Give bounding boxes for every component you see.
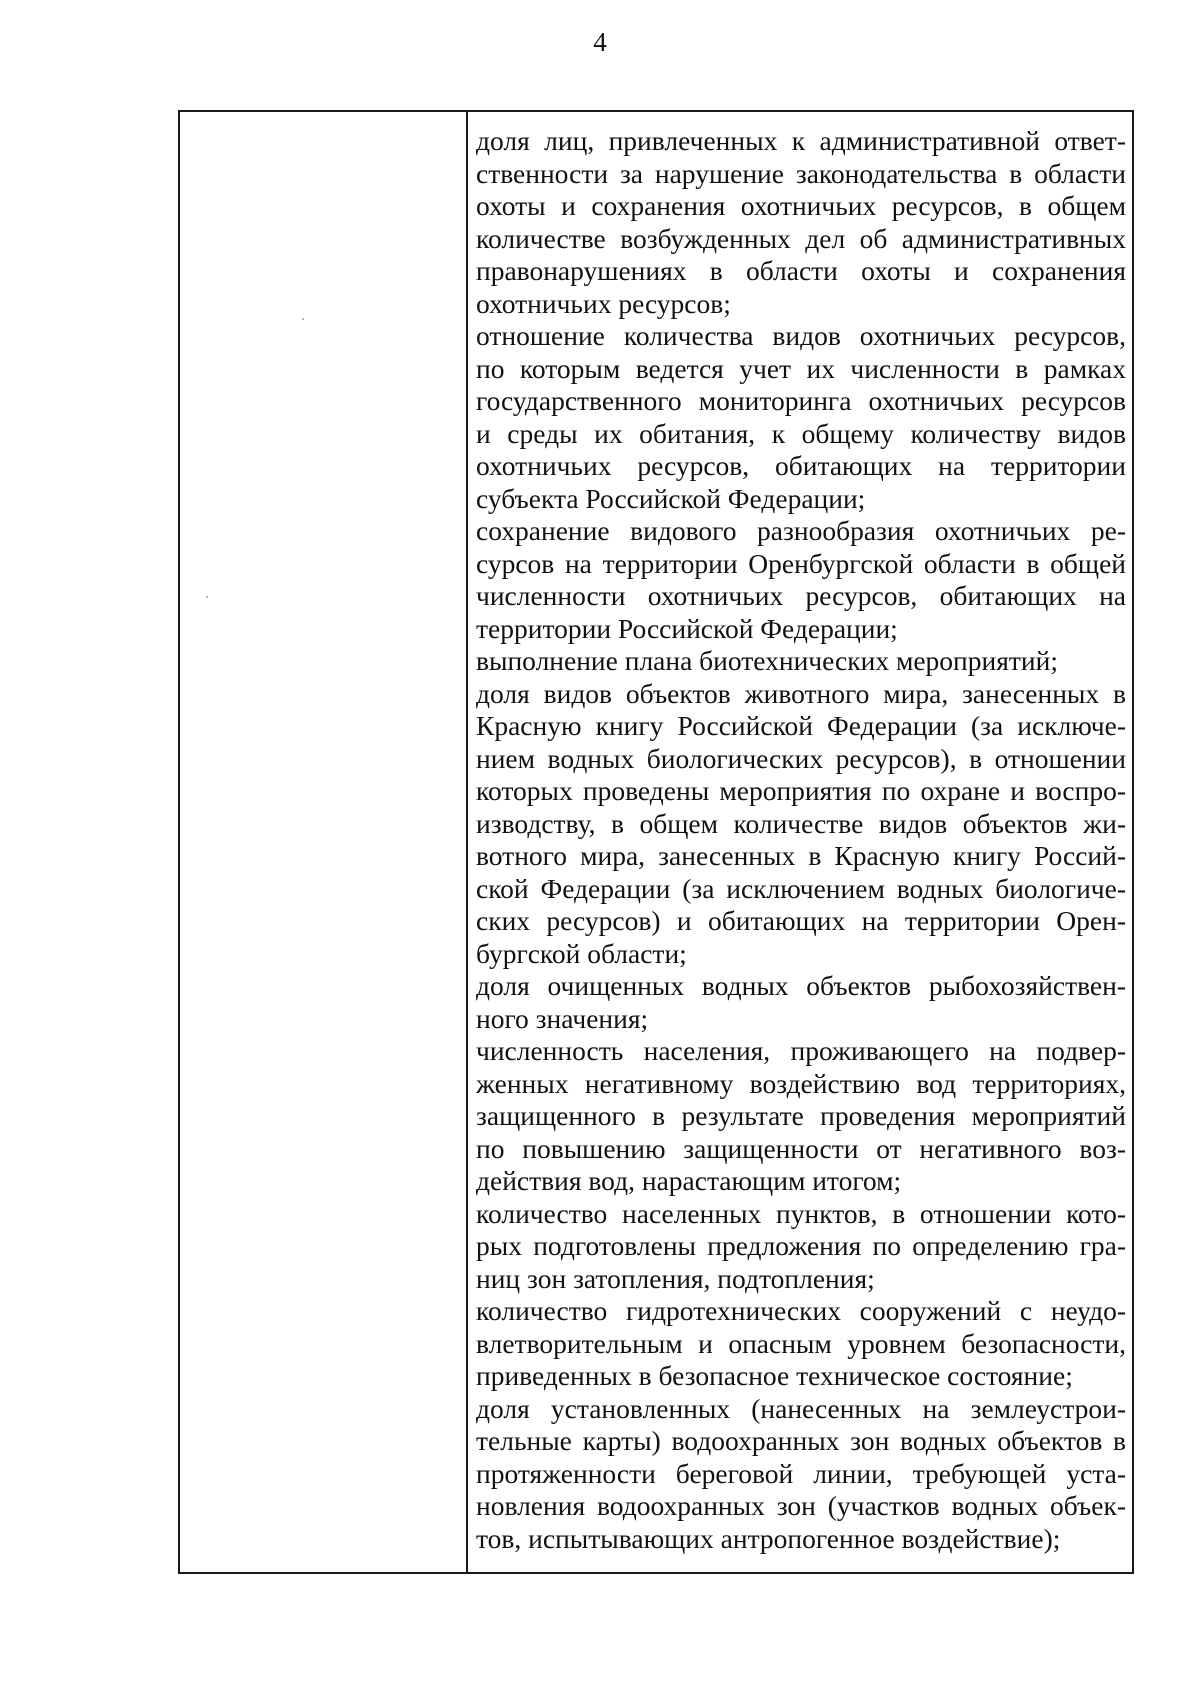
indicator-text-line: численности охотничьих ресурсов, обитающих на xyxy=(476,580,1126,611)
indicators-table xyxy=(178,110,1134,1574)
indicator-text-line: охотничьих ресурсов; xyxy=(476,287,731,319)
scan-speck xyxy=(302,318,304,320)
indicator-text-line: субъекта Российской Федерации; xyxy=(476,482,866,514)
indicator-text-line: доля видов объектов животного мира, занесенных в xyxy=(476,677,1126,709)
indicator-text-line: ской Федерации (за исключением водных биологиче- xyxy=(476,872,1126,904)
indicator-text-line: доля установленных (нанесенных на землеустрои- xyxy=(476,1392,1126,1424)
indicator-text-line: выполнение плана биотехнических мероприятий; xyxy=(476,645,1058,676)
indicator-text-line: которых проведены мероприятия по охране и воспро- xyxy=(476,775,1126,806)
indicator-text-line: охотничьих ресурсов, обитающих на территории xyxy=(476,450,1126,481)
indicator-text-line: отношение количества видов охотничьих ресурсов, xyxy=(476,320,1126,351)
indicator-text-line: влетворительным и опасным уровнем безопасности, xyxy=(476,1327,1126,1359)
indicator-text-line: количество населенных пунктов, в отношении кото- xyxy=(476,1197,1126,1229)
indicator-text-line: новления водоохранных зон (участков водных объек- xyxy=(476,1490,1126,1521)
indicator-text-line: доля очищенных водных объектов рыбохозяйствен- xyxy=(476,970,1126,1001)
indicator-text-line: Красную книгу Российской Федерации (за исключе- xyxy=(476,710,1126,741)
indicator-text-line: бургской области; xyxy=(476,937,687,969)
indicator-text-line: сурсов на территории Оренбургской области в общей xyxy=(476,547,1126,579)
page-number: 4 xyxy=(593,27,607,57)
indicator-text-line: приведенных в безопасное техническое состояние; xyxy=(476,1360,1073,1391)
indicator-text-line: количество гидротехнических сооружений с неудо- xyxy=(476,1295,1126,1326)
table-left-cell xyxy=(180,112,468,1572)
indicator-text-line: рых подготовлены предложения по определению гра- xyxy=(476,1230,1126,1261)
indicator-text-line: правонарушениях в области охоты и сохранения xyxy=(476,255,1126,286)
indicator-text-line: территории Российской Федерации; xyxy=(476,612,898,644)
indicator-text-line: ских ресурсов) и обитающих на территории Орен- xyxy=(476,905,1126,936)
indicator-text-line: женных негативному воздействию вод территориях, xyxy=(476,1067,1126,1099)
indicator-text-line: численность населения, проживающего на подвер- xyxy=(476,1035,1126,1066)
indicator-text-line: и среды их обитания, к общему количеству видов xyxy=(476,417,1126,449)
indicator-text-line: тельные карты) водоохранных зон водных объектов в xyxy=(476,1425,1126,1456)
indicator-text-line: охоты и сохранения охотничьих ресурсов, в общем xyxy=(476,190,1126,221)
indicator-text-line: сохранение видового разнообразия охотничьих ре- xyxy=(476,515,1126,546)
indicator-text-line: ного значения; xyxy=(476,1002,649,1034)
indicator-text-line: количестве возбужденных дел об административных xyxy=(476,222,1126,254)
indicator-text-line: ственности за нарушение законодательства в области xyxy=(476,157,1126,189)
indicator-text-line: изводству, в общем количестве видов объектов жи- xyxy=(476,807,1126,839)
indicator-text-line: действия вод, нарастающим итогом; xyxy=(476,1165,902,1196)
indicator-text-line: вотного мира, занесенных в Красную книгу Россий- xyxy=(476,840,1126,871)
indicator-text-line: ниц зон затопления, подтопления; xyxy=(476,1262,875,1294)
indicator-text-line: нием водных биологических ресурсов), в отношении xyxy=(476,742,1126,774)
indicator-text-line: по повышению защищенности от негативного воз- xyxy=(476,1132,1126,1164)
indicator-text-line: доля лиц, привлеченных к административной ответ- xyxy=(476,125,1126,156)
indicators-text-cell xyxy=(468,112,1132,1572)
indicator-text-line: защищенного в результате проведения мероприятий xyxy=(476,1100,1126,1131)
indicator-text-line: государственного мониторинга охотничьих ресурсов xyxy=(476,385,1126,416)
indicator-text-line: протяженности береговой линии, требующей уста- xyxy=(476,1457,1126,1489)
scan-speck xyxy=(206,596,208,598)
indicator-text-line: тов, испытывающих антропогенное воздействие); xyxy=(476,1522,1061,1554)
indicator-text-line: по которым ведется учет их численности в рамках xyxy=(476,352,1126,384)
